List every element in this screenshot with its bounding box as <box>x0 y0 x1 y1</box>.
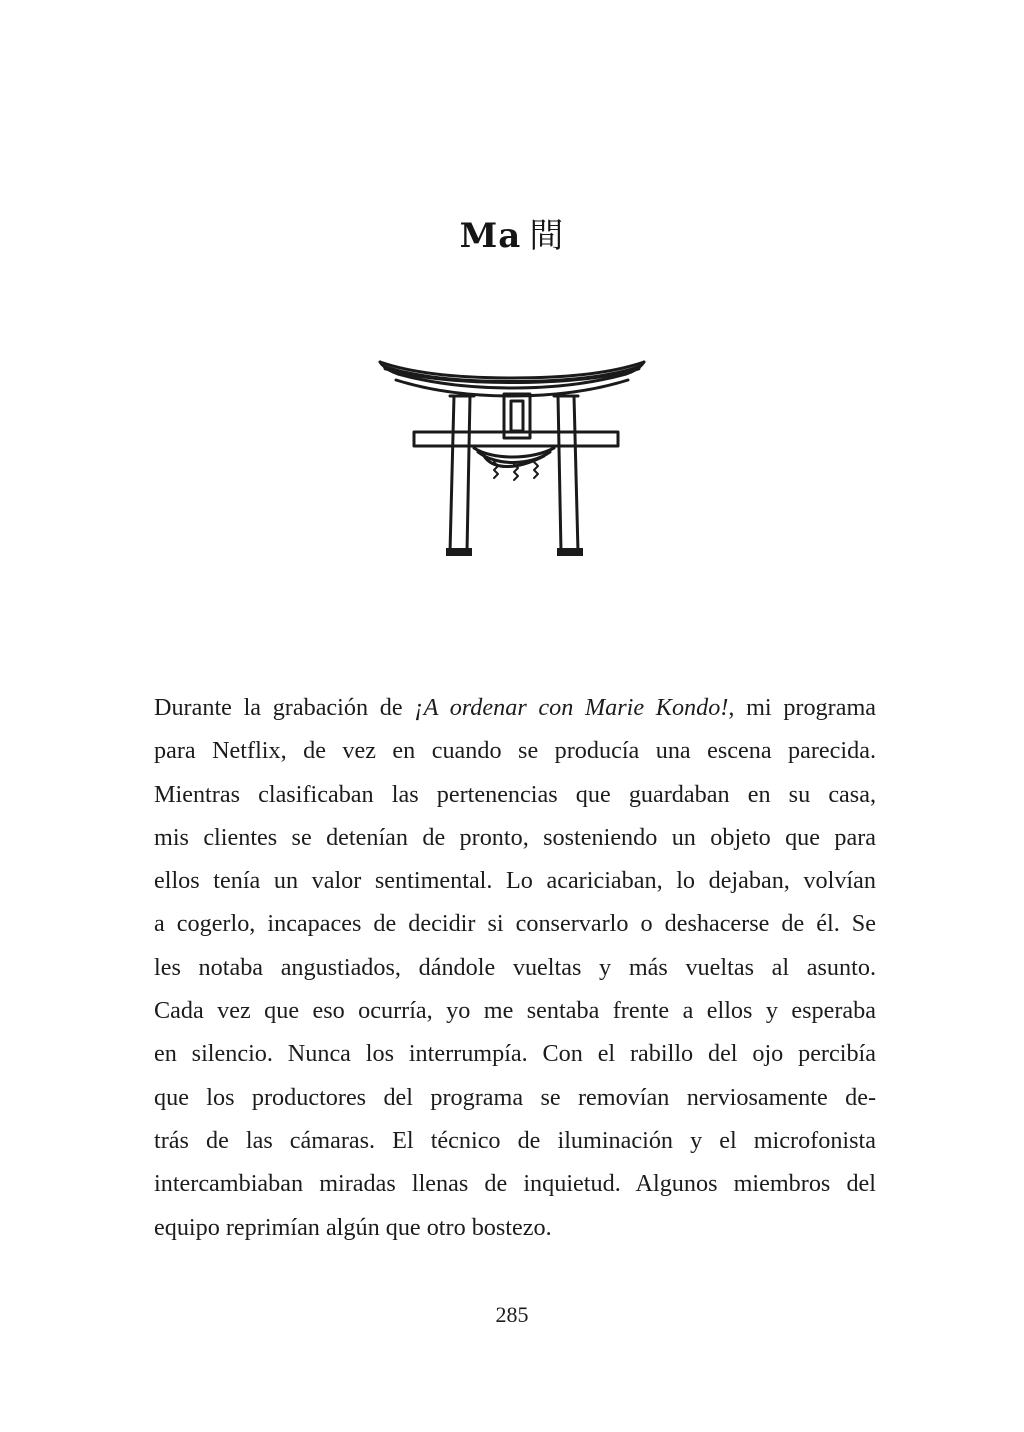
body-line: en silencio. Nunca los interrumpía. Con el rabillo del ojo percibía <box>154 1040 876 1068</box>
torii-gate-icon <box>374 352 650 564</box>
body-line: Mientras clasificaban las pertenencias que guardaban en su casa, <box>154 780 876 808</box>
chapter-title <box>0 208 1024 257</box>
body-line: mis clientes se detenían de pronto, sosteniendo un objeto que para <box>154 823 876 851</box>
body-line-post: , mi programa <box>728 694 876 721</box>
body-line: les notaba angustiados, dándole vueltas y más vueltas al asunto. <box>154 953 876 981</box>
body-line: a cogerlo, incapaces de decidir si conservarlo o deshacerse de él. Se <box>154 910 876 938</box>
page-number: 285 <box>495 1302 529 1327</box>
body-line: trás de las cámaras. El técnico de iluminación y el microfonista <box>154 1126 876 1154</box>
body-line: intercambiaban miradas llenas de inquietud. Algunos miembros del <box>154 1170 876 1198</box>
chapter-title-text: Ma <box>459 216 522 256</box>
body-line: que los productores del programa se removían nerviosamente de- <box>154 1083 876 1111</box>
body-line: ellos tenía un valor sentimental. Lo acariciaban, lo dejaban, volvían <box>154 867 876 895</box>
body-line: equipo reprimían algún que otro bostezo. <box>154 1213 552 1241</box>
chapter-title-kanji: 間 <box>529 216 565 256</box>
body-line: para Netflix, de vez en cuando se producía una escena parecida. <box>154 737 876 765</box>
body-line: Cada vez que eso ocurría, yo me sentaba frente a ellos y esperaba <box>154 997 876 1025</box>
show-title: ¡A ordenar con Marie Kondo! <box>414 694 729 721</box>
body-line <box>154 686 876 729</box>
body-line-pre: Durante la grabación de <box>154 694 415 721</box>
body-paragraph <box>154 686 876 1249</box>
